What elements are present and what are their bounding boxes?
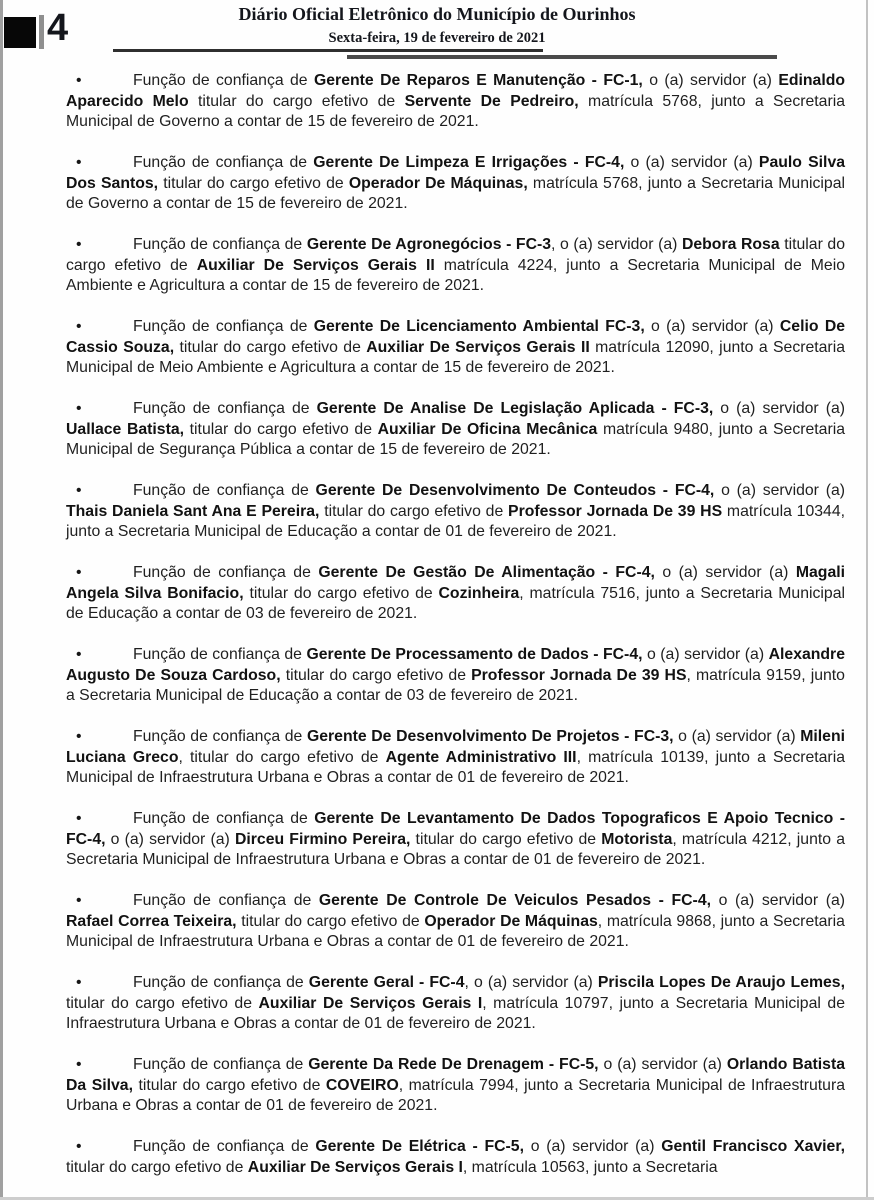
- entry-bold-text: Agente Administrativo III: [385, 748, 577, 766]
- publication-date: Sexta-feira, 19 de fevereiro de 2021: [328, 30, 546, 46]
- page-number: 4: [47, 7, 69, 49]
- scan-edge-right: [866, 0, 868, 1200]
- entry-text: titular do cargo efetivo de: [158, 174, 349, 192]
- entry-bold-text: Auxiliar De Serviços Gerais I: [258, 994, 483, 1012]
- entry-text: matrícula 10344, junto a Secretaria Municipal de Educação a contar de 01 de fevereiro de 2021.: [66, 502, 845, 540]
- entry-bold-text: Professor Jornada De 39 HS: [471, 666, 687, 684]
- entry-bold-text: Priscila Lopes De Araujo Lemes,: [597, 974, 845, 991]
- entry-bold-text: Debora Rosa: [681, 236, 780, 253]
- gazette-entry: [66, 1055, 845, 1117]
- entry-text: Função de confiança de: [133, 236, 307, 253]
- entry-text: o (a) servidor (a): [642, 646, 769, 663]
- entry-text: , titular do cargo efetivo de: [178, 748, 386, 766]
- entry-text: Função de confiança de: [133, 1138, 316, 1155]
- entry-bold-text: Edinaldo Aparecido Melo: [66, 72, 846, 110]
- entry-text: , matrícula 7994, junto a Secretaria Municipal de Infraestrutura Urbana e Obras a contar de 01 de fevereiro de 2021.: [66, 1076, 846, 1114]
- entry-text: o (a) servidor (a): [598, 1056, 727, 1073]
- bullet-icon: •: [76, 646, 82, 663]
- entry-bold-text: Alexandre Augusto De Souza Cardoso,: [66, 646, 845, 684]
- entry-bold-text: Orlando Batista Da Silva,: [66, 1056, 846, 1094]
- entry-text: matrícula 9480, junto a Secretaria Municipal de Segurança Pública a contar de 15 de fevereiro de 2021.: [66, 420, 845, 458]
- gazette-entry: [66, 563, 845, 625]
- entry-bold-text: Rafael Correa Teixeira,: [66, 912, 237, 930]
- gazette-entry: [66, 645, 845, 707]
- gazette-entry: [66, 809, 845, 871]
- gazette-entry: [66, 235, 845, 297]
- entry-text: matrícula 5768, junto a Secretaria Municipal de Governo a contar de 15 de fevereiro de 2021.: [66, 92, 845, 130]
- gazette-entry: [66, 891, 845, 953]
- entry-bold-text: Servente De Pedreiro,: [404, 92, 579, 110]
- entry-text: , o (a) servidor (a): [464, 974, 598, 991]
- gazette-entry: [66, 973, 845, 1035]
- entry-text: , matrícula 10797, junto a Secretaria Municipal de Infraestrutura Urbana e Obras a contar de 01 de fevereiro de 2021.: [66, 994, 845, 1032]
- entry-text: , matrícula 9159, junto a Secretaria Municipal de Educação a contar de 03 de fevereiro de 2021.: [66, 666, 845, 704]
- entry-bold-text: Gerente De Levantamento De Dados Topograficos E Apoio Tecnico - FC-4,: [66, 810, 845, 848]
- entry-text: titular do cargo efetivo de: [66, 236, 846, 274]
- entry-text: o (a) servidor (a): [711, 892, 846, 909]
- entry-text: o (a) servidor (a): [673, 728, 801, 745]
- entry-text: Função de confiança de: [133, 974, 309, 991]
- bullet-icon: •: [76, 318, 82, 335]
- entry-text: matrícula 12090, junto a Secretaria Municipal de Meio Ambiente e Agricultura a contar de 15 de fevereiro de 2021.: [66, 338, 845, 376]
- header-rule-left: [113, 49, 543, 52]
- entry-text: titular do cargo efetivo de: [280, 666, 472, 684]
- entry-text: , matrícula 7516, junto a Secretaria Municipal de Educação a contar de 03 de fevereiro de 2021.: [66, 584, 845, 622]
- entry-text: Função de confiança de: [133, 646, 307, 663]
- entry-text: o (a) servidor (a): [714, 482, 846, 499]
- entry-bold-text: Paulo Silva Dos Santos,: [66, 154, 846, 192]
- entry-bold-text: Dirceu Firmino Pereira,: [234, 830, 411, 848]
- entry-text: titular do cargo efetivo de: [66, 994, 259, 1012]
- gazette-entry: [66, 727, 845, 789]
- entry-bold-text: Gerente De Desenvolvimento De Projetos - FC-3,: [306, 728, 674, 745]
- bullet-icon: •: [76, 1138, 82, 1155]
- entry-bold-text: Gerente De Controle De Veiculos Pesados - FC-4,: [318, 892, 711, 909]
- entry-bold-text: Gerente De Analise De Legislação Aplicada - FC-3,: [316, 400, 714, 417]
- entry-text: titular do cargo efetivo de: [319, 502, 509, 520]
- entry-text: , matrícula 9868, junto a Secretaria Municipal de Infraestrutura Urbana e Obras a contar de 01 de fevereiro de 2021.: [66, 912, 845, 950]
- publication-title: Diário Oficial Eletrônico do Município de Ourinhos: [238, 4, 636, 24]
- entry-bold-text: Motorista: [601, 830, 673, 848]
- entry-bold-text: Gerente De Processamento de Dados - FC-4,: [306, 646, 643, 663]
- bullet-icon: •: [76, 1056, 82, 1073]
- entry-bold-text: Auxiliar De Serviços Gerais II: [196, 256, 435, 274]
- entry-text: matrícula 5768, junto a Secretaria Municipal de Governo a contar de 15 de fevereiro de 2021.: [66, 174, 845, 212]
- entry-text: Função de confiança de: [133, 1056, 309, 1073]
- entry-text: Função de confiança de: [133, 728, 307, 745]
- entry-text: Função de confiança de: [133, 72, 314, 89]
- bullet-icon: •: [76, 974, 82, 991]
- entry-bold-text: Gerente De Licenciamento Ambiental FC-3,: [313, 318, 645, 335]
- gazette-entry: [66, 71, 845, 133]
- entry-text: o (a) servidor (a): [105, 830, 235, 848]
- entry-bold-text: Auxiliar De Oficina Mecânica: [377, 420, 598, 438]
- entry-text: titular do cargo efetivo de: [243, 584, 439, 602]
- bullet-icon: •: [76, 72, 82, 89]
- entry-text: titular do cargo efetivo de: [132, 1076, 326, 1094]
- entry-text: o (a) servidor (a): [523, 1138, 662, 1155]
- entry-text: titular do cargo efetivo de: [66, 1158, 248, 1176]
- entry-text: Função de confiança de: [133, 318, 314, 335]
- bullet-icon: •: [76, 236, 82, 253]
- entry-text: , o (a) servidor (a): [551, 236, 682, 253]
- entry-bold-text: Mileni Luciana Greco: [66, 728, 846, 766]
- gazette-entry: [66, 399, 845, 461]
- entry-bold-text: Uallace Batista,: [66, 420, 185, 438]
- entry-text: o (a) servidor (a): [713, 400, 846, 417]
- entry-bold-text: Gerente De Reparos E Manutenção - FC-1,: [313, 72, 643, 89]
- entry-text: , matrícula 4212, junto a Secretaria Municipal de Infraestrutura Urbana e Obras a contar de 01 de fevereiro de 2021.: [66, 830, 845, 868]
- entry-text: titular do cargo efetivo de: [410, 830, 602, 848]
- entry-text: titular do cargo efetivo de: [188, 92, 405, 110]
- entry-text: Função de confiança de: [133, 564, 319, 581]
- entry-text: Função de confiança de: [133, 810, 315, 827]
- entry-bold-text: Gerente De Limpeza E Irrigações - FC-4,: [313, 154, 625, 171]
- entry-bold-text: Professor Jornada De 39 HS: [508, 502, 723, 520]
- gazette-entry: [66, 317, 845, 379]
- scan-edge-left: [0, 0, 3, 1200]
- bullet-icon: •: [76, 400, 82, 417]
- bullet-icon: •: [76, 810, 82, 827]
- entry-bold-text: Gerente Da Rede De Drenagem - FC-5,: [308, 1056, 599, 1073]
- entry-bold-text: Gerente De Desenvolvimento De Conteudos - FC-4,: [315, 482, 715, 499]
- entry-bold-text: Operador De Máquinas: [424, 912, 598, 930]
- entry-bold-text: Auxiliar De Serviços Gerais I: [247, 1158, 463, 1176]
- entry-bold-text: Gerente Geral - FC-4: [308, 974, 465, 991]
- entry-text: Função de confiança de: [133, 482, 316, 499]
- entry-bold-text: Gerente De Elétrica - FC-5,: [315, 1138, 524, 1155]
- entry-text: Função de confiança de: [133, 154, 314, 171]
- entry-text: Função de confiança de: [133, 892, 319, 909]
- gazette-entry: [66, 481, 845, 543]
- gazette-entry: [66, 153, 845, 215]
- entry-bold-text: Operador De Máquinas,: [348, 174, 528, 192]
- entry-text: titular do cargo efetivo de: [174, 338, 367, 356]
- entry-bold-text: Magali Angela Silva Bonifacio,: [66, 564, 846, 602]
- bullet-icon: •: [76, 728, 82, 745]
- entry-bold-text: Celio De Cassio Souza,: [66, 318, 846, 356]
- gazette-entry: [66, 1137, 845, 1178]
- entry-bold-text: Gerente De Gestão De Alimentação - FC-4,: [318, 564, 655, 581]
- bullet-icon: •: [76, 482, 82, 499]
- entry-text: o (a) servidor (a): [644, 318, 780, 335]
- entry-bold-text: Gentil Francisco Xavier,: [661, 1138, 845, 1155]
- entry-text: o (a) servidor (a): [654, 564, 796, 581]
- entry-text: Função de confiança de: [133, 400, 317, 417]
- entry-text: titular do cargo efetivo de: [184, 420, 378, 438]
- bullet-icon: •: [76, 154, 82, 171]
- header-rule-right: [347, 55, 777, 59]
- entry-text: o (a) servidor (a): [624, 154, 759, 171]
- bullet-icon: •: [76, 892, 82, 909]
- entries-list: [66, 71, 845, 1199]
- entry-text: o (a) servidor (a): [642, 72, 779, 89]
- entry-text: , matrícula 10563, junto a Secretaria: [462, 1158, 718, 1176]
- entry-bold-text: Cozinheira: [438, 584, 520, 602]
- entry-bold-text: Auxiliar De Serviços Gerais II: [366, 338, 590, 356]
- entry-bold-text: COVEIRO: [325, 1076, 399, 1094]
- entry-bold-text: Thais Daniela Sant Ana E Pereira,: [66, 502, 320, 520]
- entry-text: titular do cargo efetivo de: [236, 912, 425, 930]
- bullet-icon: •: [76, 564, 82, 581]
- entry-text: matrícula 4224, junto a Secretaria Municipal de Meio Ambiente e Agricultura a contar de 15 de fevereiro de 2021.: [66, 256, 845, 294]
- entry-bold-text: Gerente De Agronegócios - FC-3: [306, 236, 552, 253]
- entry-text: , matrícula 10139, junto a Secretaria Municipal de Infraestrutura Urbana e Obras a contar de 01 de fevereiro de 2021.: [66, 748, 845, 786]
